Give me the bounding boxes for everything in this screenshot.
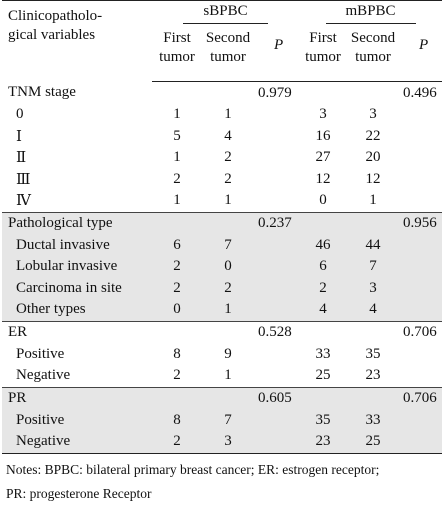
- sbpbc-p-value: 0.605: [254, 387, 299, 410]
- table-row: [2, 126, 442, 148]
- sub-header-text: tumor: [159, 49, 195, 65]
- sbpbc-second-tumor-value: 2: [224, 149, 232, 166]
- row-label: Positive: [16, 345, 65, 362]
- mbpbc-second-tumor-value: 4: [347, 299, 399, 321]
- sbpbc-second-tumor-value: 0: [202, 256, 254, 278]
- empty-cell: [254, 256, 299, 278]
- mbpbc-second-tumor-value: 7: [347, 256, 399, 278]
- empty-cell: [254, 190, 299, 212]
- empty-cell: [399, 104, 442, 126]
- empty-cell: [399, 410, 442, 432]
- variable-header-line1: Clinicopatholo-: [8, 8, 103, 24]
- sbpbc-second-tumor-value: 1: [202, 299, 254, 321]
- table-row: [2, 365, 442, 387]
- section-label: Pathological type: [2, 212, 152, 235]
- sbpbc-first-tumor-value: 2: [152, 431, 202, 453]
- mbpbc-second-tumor-value: 3: [347, 278, 399, 300]
- row-label: 0: [16, 106, 24, 123]
- empty-cell: [152, 321, 202, 344]
- empty-cell: [299, 212, 347, 235]
- empty-cell: [152, 387, 202, 410]
- sbpbc-first-tumor-value: 2: [152, 256, 202, 278]
- mbpbc-second-tumor-value: 35: [365, 345, 381, 362]
- table-row: [2, 190, 442, 212]
- empty-cell: [399, 147, 442, 169]
- empty-cell: [254, 235, 299, 257]
- section-row: [2, 321, 442, 344]
- sbpbc-first-tumor-value: 2: [152, 278, 202, 300]
- sbpbc-second-tumor-value: 1: [224, 192, 232, 209]
- row-label: Ⅳ: [16, 193, 31, 210]
- empty-cell: [399, 299, 442, 321]
- table-row: [2, 169, 442, 191]
- empty-cell: [399, 169, 442, 191]
- empty-cell: [299, 321, 347, 344]
- sbpbc-first-tumor-value: 1: [173, 192, 181, 209]
- mbpbc-label: mBPBC: [326, 3, 416, 24]
- mbpbc-first-tumor-value: 4: [299, 299, 347, 321]
- data-table: [2, 0, 442, 454]
- mbpbc-p-header: P: [399, 27, 442, 82]
- empty-cell: [254, 299, 299, 321]
- section-label: TNM stage: [8, 84, 76, 101]
- section-label: PR: [2, 387, 152, 410]
- section-row: [2, 82, 442, 105]
- mbpbc-first-tumor-header: [299, 27, 347, 82]
- sbpbc-p-value: 0.979: [258, 84, 292, 101]
- table-row: [2, 147, 442, 169]
- sub-header-text: Second: [205, 30, 251, 46]
- sub-header-text: tumor: [305, 49, 341, 65]
- mbpbc-p-value: 0.706: [399, 387, 442, 410]
- empty-cell: [299, 387, 347, 410]
- sub-header-text: First: [309, 30, 337, 46]
- sbpbc-second-tumor-value: 3: [202, 431, 254, 453]
- table-row: [2, 256, 442, 278]
- empty-cell: [399, 126, 442, 148]
- sbpbc-first-tumor-header: [152, 27, 202, 82]
- table-row: [2, 104, 442, 126]
- mbpbc-first-tumor-value: 23: [299, 431, 347, 453]
- empty-cell: [399, 365, 442, 387]
- mbpbc-second-tumor-value: 44: [347, 235, 399, 257]
- mbpbc-first-tumor-value: 3: [319, 106, 327, 123]
- mbpbc-first-tumor-value: 2: [299, 278, 347, 300]
- sbpbc-second-tumor-value: 1: [224, 106, 232, 123]
- sbpbc-second-tumor-value: 1: [224, 367, 232, 384]
- row-label: Other types: [2, 299, 152, 321]
- sbpbc-second-tumor-value: 7: [202, 410, 254, 432]
- sbpbc-first-tumor-value: 2: [173, 367, 181, 384]
- empty-cell: [399, 431, 442, 453]
- empty-cell: [399, 344, 442, 366]
- sbpbc-second-tumor-value: 2: [224, 170, 232, 187]
- table-header: [2, 1, 442, 82]
- empty-cell: [202, 321, 254, 344]
- sbpbc-first-tumor-value: 1: [173, 149, 181, 166]
- sub-header-text: tumor: [210, 49, 246, 65]
- sbpbc-first-tumor-value: 6: [152, 235, 202, 257]
- table-row: [2, 278, 442, 300]
- sbpbc-second-tumor-value: 9: [224, 345, 232, 362]
- empty-cell: [254, 344, 299, 366]
- table-row: [2, 235, 442, 257]
- row-label: Positive: [2, 410, 152, 432]
- mbpbc-first-tumor-value: 25: [315, 367, 331, 384]
- row-label: Carcinoma in site: [2, 278, 152, 300]
- empty-cell: [399, 235, 442, 257]
- mbpbc-first-tumor-value: 16: [315, 127, 331, 144]
- row-label: Negative: [2, 431, 152, 453]
- empty-cell: [202, 387, 254, 410]
- mbpbc-second-tumor-value: 23: [365, 367, 381, 384]
- sub-header-text: First: [163, 30, 191, 46]
- sbpbc-group-header: [152, 1, 299, 28]
- mbpbc-second-tumor-value: 20: [365, 149, 381, 166]
- empty-cell: [202, 212, 254, 235]
- mbpbc-second-tumor-value: 3: [369, 106, 377, 123]
- sub-header-text: tumor: [355, 49, 391, 65]
- notes-line-1: Notes: BPBC: bilateral primary breast cancer; ER: estrogen receptor;: [6, 461, 380, 477]
- mbpbc-first-tumor-value: 35: [299, 410, 347, 432]
- row-label: Ductal invasive: [2, 235, 152, 257]
- mbpbc-second-tumor-value: 33: [347, 410, 399, 432]
- empty-cell: [152, 212, 202, 235]
- variable-column-header: [2, 1, 152, 82]
- mbpbc-p-value: 0.496: [403, 84, 437, 101]
- row-label: Ⅲ: [16, 171, 31, 188]
- table-notes: [2, 454, 442, 506]
- mbpbc-second-tumor-value: 25: [347, 431, 399, 453]
- mbpbc-first-tumor-value: 27: [315, 149, 331, 166]
- section-row: [2, 387, 442, 410]
- sbpbc-second-tumor-value: 4: [224, 127, 232, 144]
- mbpbc-second-tumor-value: 1: [369, 192, 377, 209]
- sbpbc-second-tumor-header: [202, 27, 254, 82]
- section-row: [2, 212, 442, 235]
- sbpbc-first-tumor-value: 5: [173, 127, 181, 144]
- empty-cell: [399, 190, 442, 212]
- sub-header-text: Second: [350, 30, 396, 46]
- empty-cell: [152, 82, 202, 105]
- sbpbc-first-tumor-value: 8: [152, 410, 202, 432]
- row-label: Ⅱ: [16, 150, 27, 167]
- mbpbc-second-tumor-header: [347, 27, 399, 82]
- sbpbc-label: sBPBC: [183, 3, 267, 24]
- table-body: [2, 82, 442, 454]
- row-label: Lobular invasive: [2, 256, 152, 278]
- mbpbc-group-header: [299, 1, 442, 28]
- sbpbc-p-value: 0.528: [254, 321, 299, 344]
- mbpbc-second-tumor-value: 12: [365, 170, 381, 187]
- sbpbc-second-tumor-value: 7: [202, 235, 254, 257]
- mbpbc-p-value: 0.956: [399, 212, 442, 235]
- mbpbc-first-tumor-value: 0: [319, 192, 327, 209]
- row-label: Negative: [16, 367, 71, 384]
- sbpbc-second-tumor-value: 2: [202, 278, 254, 300]
- empty-cell: [202, 82, 254, 105]
- row-label: Ⅰ: [16, 128, 22, 145]
- sbpbc-first-tumor-value: 0: [152, 299, 202, 321]
- section-label: ER: [2, 321, 152, 344]
- empty-cell: [347, 387, 399, 410]
- mbpbc-first-tumor-value: 6: [299, 256, 347, 278]
- empty-cell: [347, 321, 399, 344]
- mbpbc-first-tumor-value: 46: [299, 235, 347, 257]
- empty-cell: [299, 82, 347, 105]
- table-row: [2, 410, 442, 432]
- empty-cell: [254, 104, 299, 126]
- empty-cell: [254, 126, 299, 148]
- mbpbc-first-tumor-value: 12: [315, 170, 331, 187]
- empty-cell: [347, 212, 399, 235]
- empty-cell: [254, 147, 299, 169]
- sbpbc-p-value: 0.237: [254, 212, 299, 235]
- sbpbc-p-header: P: [254, 27, 299, 82]
- notes-line-2: PR: progesterone Receptor: [6, 485, 152, 501]
- sbpbc-first-tumor-value: 2: [173, 170, 181, 187]
- sbpbc-first-tumor-value: 1: [173, 106, 181, 123]
- empty-cell: [347, 82, 399, 105]
- empty-cell: [254, 410, 299, 432]
- mbpbc-p-value: 0.706: [399, 321, 442, 344]
- empty-cell: [254, 169, 299, 191]
- mbpbc-second-tumor-value: 22: [365, 127, 381, 144]
- table-row: [2, 344, 442, 366]
- mbpbc-first-tumor-value: 33: [315, 345, 331, 362]
- empty-cell: [254, 365, 299, 387]
- table-row: [2, 431, 442, 453]
- empty-cell: [254, 431, 299, 453]
- variable-header-line2: gical variables: [8, 27, 96, 43]
- empty-cell: [254, 278, 299, 300]
- table-row: [2, 299, 442, 321]
- sbpbc-first-tumor-value: 8: [173, 345, 181, 362]
- empty-cell: [399, 278, 442, 300]
- empty-cell: [399, 256, 442, 278]
